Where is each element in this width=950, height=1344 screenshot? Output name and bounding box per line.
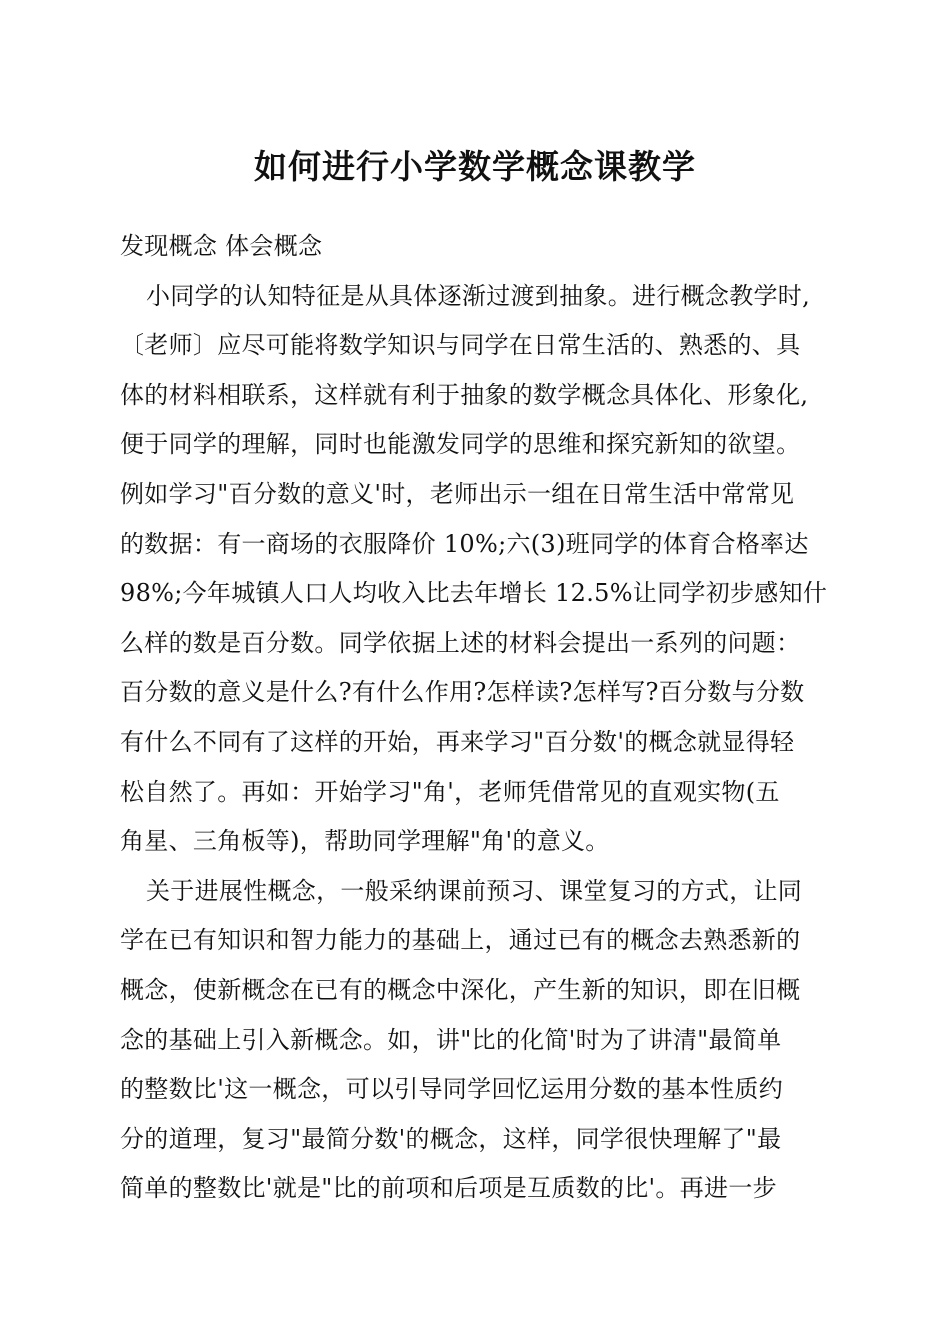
paragraph-line: 例如学习"百分数的意义'时，老师出示一组在日常生活中常常见: [120, 479, 795, 508]
paragraph-line: 百分数的意义是什么?有什么作用?怎样读?怎样写?百分数与分数: [120, 678, 805, 707]
paragraph-line: 概念，使新概念在已有的概念中深化，产生新的知识，即在旧概: [120, 975, 801, 1004]
paragraph-line: 关于进展性概念，一般采纳课前预习、课堂复习的方式，让同: [146, 876, 803, 905]
paragraph-line: 学在已有知识和智力能力的基础上，通过已有的概念去熟悉新的: [120, 926, 801, 955]
paragraph-line: 松自然了。再如：开始学习"角'，老师凭借常见的直观实物(五: [120, 777, 780, 806]
paragraph-line: 有什么不同有了这样的开始，再来学习"百分数'的概念就显得轻: [120, 727, 795, 756]
paragraph-line: 的整数比'这一概念，可以引导同学回忆运用分数的基本性质约: [120, 1075, 783, 1104]
document-body: [120, 222, 836, 1214]
paragraph-line: 角星、三角板等)，帮助同学理解"角'的意义。: [120, 827, 610, 856]
document-title: 如何进行小学数学概念课教学: [254, 147, 696, 186]
paragraph-line: 便于同学的理解，同时也能激发同学的思维和探究新知的欲望。: [120, 430, 801, 459]
paragraph-line: 体的材料相联系，这样就有利于抽象的数学概念具体化、形象化,: [120, 380, 809, 409]
section-heading: 发现概念 体会概念: [120, 232, 323, 260]
paragraph-line: 么样的数是百分数。同学依据上述的材料会提出一系列的问题：: [120, 628, 801, 657]
paragraph-line: 98%;今年城镇人口人均收入比去年增长 12.5%让同学初步感知什: [120, 579, 828, 608]
paragraph-line: 的数据：有一商场的衣服降价 10%;六(3)班同学的体育合格率达: [120, 529, 809, 558]
paragraph-line: 〔老师〕应尽可能将数学知识与同学在日常生活的、熟悉的、具: [120, 331, 801, 360]
paragraph-line: 分的道理，复习"最简分数'的概念，这样，同学很快理解了"最: [120, 1124, 782, 1153]
paragraph-line: 念的基础上引入新概念。如，讲"比的化简'时为了讲清"最简单: [120, 1025, 782, 1054]
paragraph-line: 简单的整数比'就是"比的前项和后项是互质数的比'。再进一步: [120, 1174, 777, 1203]
paragraph-line: 小同学的认知特征是从具体逐渐过渡到抽象。进行概念教学时,: [146, 281, 811, 310]
